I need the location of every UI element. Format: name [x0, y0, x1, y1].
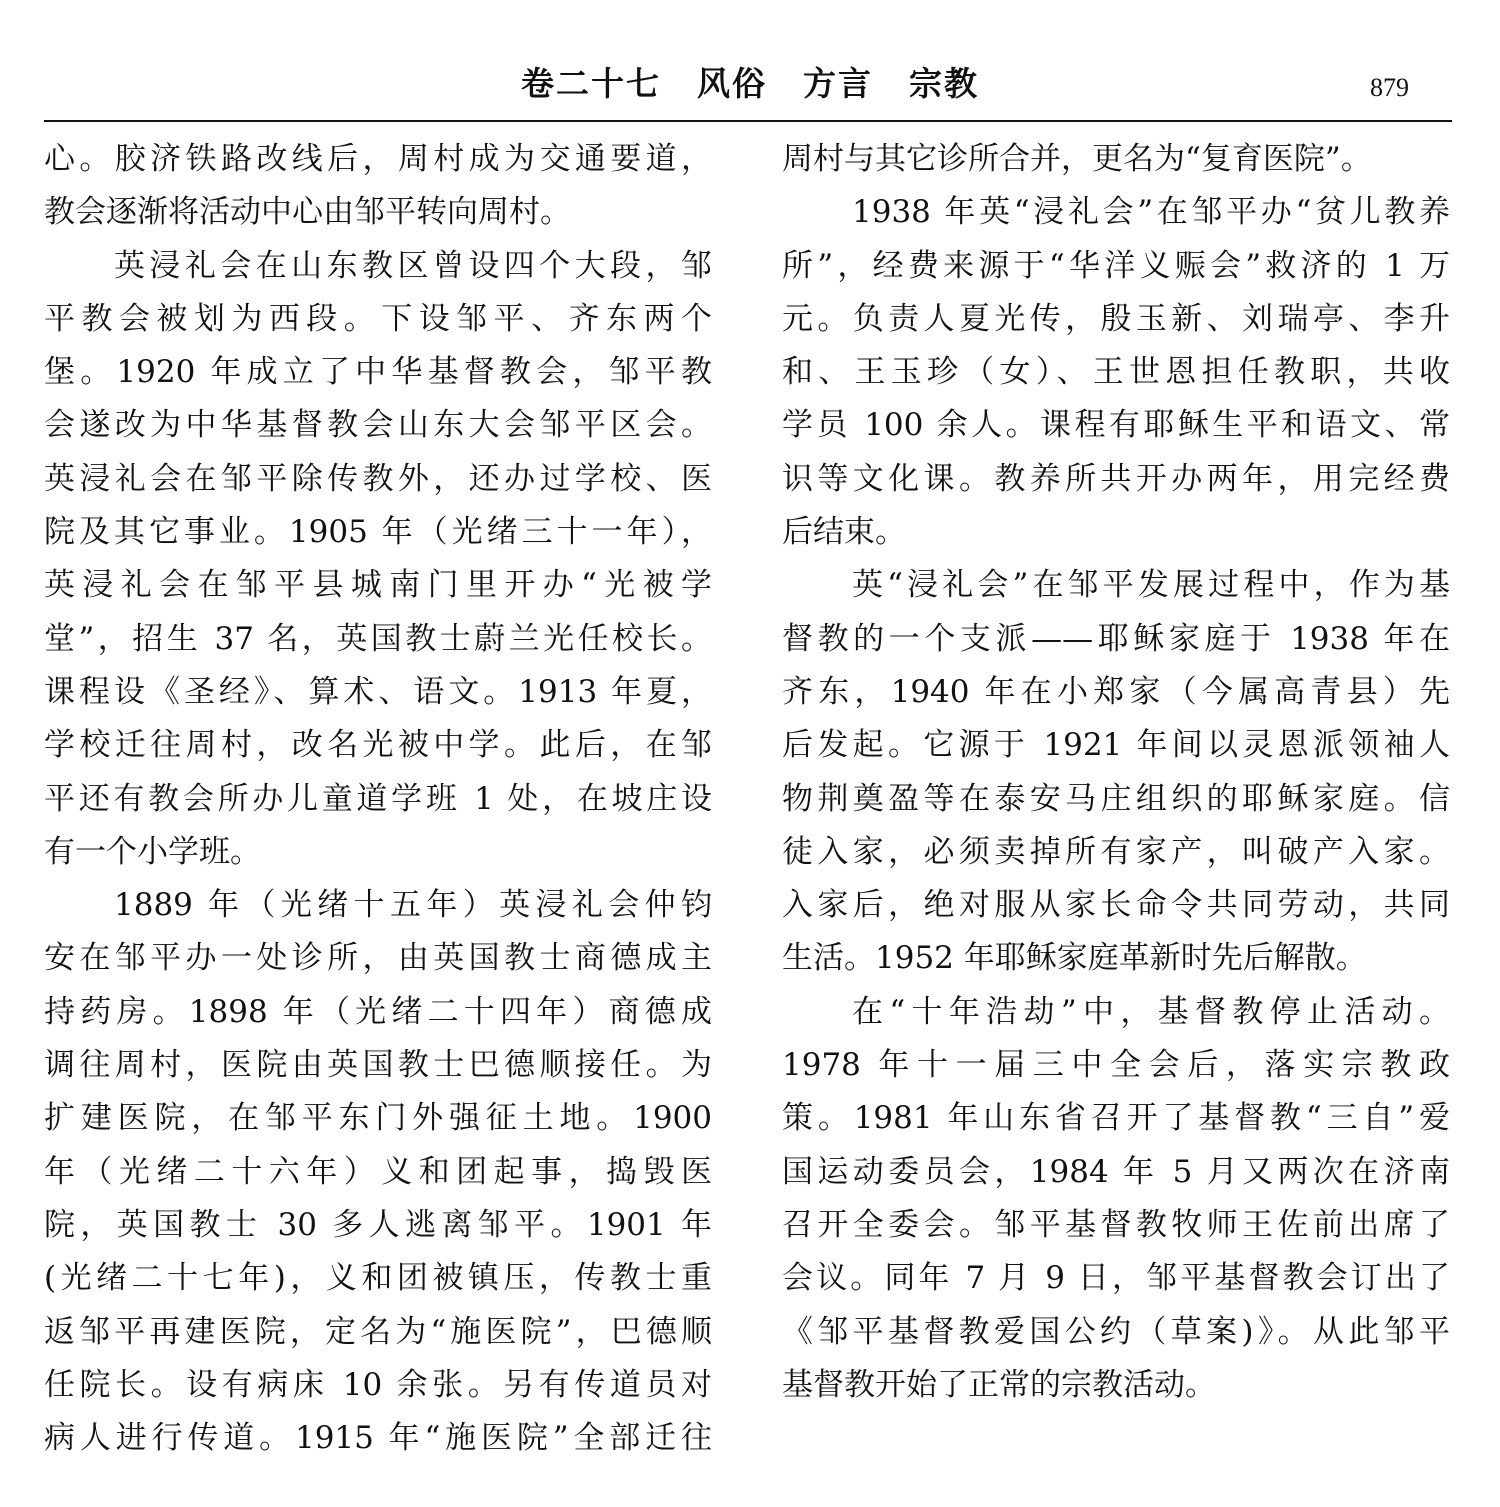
- text-line: 堡。1920 年成立了中华基督教会，邹平教: [44, 354, 712, 391]
- header-section-dialect: 方言: [803, 64, 873, 103]
- text-line: 1978 年十一届三中全会后，落实宗教政: [782, 1047, 1450, 1084]
- text-line: 返邹平再建医院，定名为“施医院”，巴德顺: [44, 1313, 712, 1350]
- header-rule: [44, 120, 1452, 122]
- text-line: 《邹平基督教爱国公约（草案)》。从此邹平: [782, 1313, 1450, 1350]
- text-line: 识等文化课。教养所共开办两年，用完经费: [782, 460, 1450, 497]
- page-number: 879: [1370, 73, 1409, 102]
- text-line: 持药房。1898 年（光绪二十四年）商德成: [44, 993, 712, 1030]
- text-line: 学员 100 余人。课程有耶稣生平和语文、常: [782, 407, 1450, 444]
- running-header: [0, 62, 1500, 106]
- text-line: 齐东，1940 年在小郑家（今属高青县）先: [782, 673, 1450, 710]
- text-line: 后发起。它源于 1921 年间以灵恩派领袖人: [782, 727, 1450, 764]
- text-line: 院及其它事业。1905 年（光绪三十一年），: [44, 514, 712, 551]
- text-line: 有一个小学班。: [44, 833, 261, 870]
- text-line: 后结束。: [782, 514, 906, 551]
- text-line: 年（光绪二十六年）义和团起事，捣毁医: [44, 1153, 712, 1190]
- text-line: 平还有教会所办儿童道学班 1 处，在坡庄设: [44, 780, 712, 817]
- text-line: 基督教开始了正常的宗教活动。: [782, 1366, 1216, 1403]
- text-line: 国运动委员会，1984 年 5 月又两次在济南: [782, 1153, 1450, 1190]
- text-line: 学校迁往周村，改名光被中学。此后，在邹: [44, 727, 712, 764]
- text-line: 1889 年（光绪十五年）英浸礼会仲钧: [114, 887, 712, 924]
- text-line: 会遂改为中华基督教会山东大会邹平区会。: [44, 407, 712, 444]
- text-line: 所”，经费来源于“华洋义赈会”救济的 1 万: [782, 247, 1450, 284]
- text-line: 在“十年浩劫”中，基督教停止活动。: [852, 993, 1450, 1030]
- header-section-religion: 宗教: [909, 64, 979, 103]
- left-column: [44, 133, 712, 1465]
- text-line: 堂”，招生 37 名，英国教士蔚兰光任校长。: [44, 620, 712, 657]
- text-line: 周村与其它诊所合并，更名为“复育医院”。: [782, 141, 1372, 177]
- text-line: 入家后，绝对服从家长命令共同劳动，共同: [782, 887, 1450, 924]
- text-line: 元。负责人夏光传，殷玉新、刘瑞亭、李升: [782, 300, 1450, 337]
- text-line: 徒入家，必须卖掉所有家产，叫破产入家。: [782, 833, 1450, 870]
- text-line: 课程设《圣经》、算术、语文。1913 年夏，: [44, 673, 712, 710]
- text-line: 英“浸礼会”在邹平发展过程中，作为基: [852, 567, 1450, 604]
- text-line: 1938 年英“浸礼会”在邹平办“贫儿教养: [852, 194, 1450, 231]
- text-line: 和、王玉珍（女）、王世恩担任教职，共收: [782, 354, 1450, 391]
- text-line: 英浸礼会在邹平县城南门里开办“光被学: [44, 567, 712, 604]
- text-line: 任院长。设有病床 10 余张。另有传道员对: [44, 1366, 712, 1403]
- text-line: 策。1981 年山东省召开了基督教“三自”爱: [782, 1100, 1450, 1137]
- text-line: 心。胶济铁路改线后，周村成为交通要道，: [44, 141, 712, 177]
- text-line: 教会逐渐将活动中心由邹平转向周村。: [44, 194, 571, 231]
- header-section-customs: 风俗: [697, 64, 767, 103]
- text-line: 督教的一个支派——耶稣家庭于 1938 年在: [782, 620, 1450, 657]
- text-line: 英浸礼会在邹平除传教外，还办过学校、医: [44, 460, 712, 497]
- text-line: 安在邹平办一处诊所，由英国教士商德成主: [44, 940, 712, 977]
- text-line: 生活。1952 年耶稣家庭革新时先后解散。: [782, 940, 1367, 977]
- text-line: 调往周村，医院由英国教士巴德顺接任。为: [44, 1047, 712, 1084]
- header-volume: 卷二十七: [521, 64, 661, 103]
- text-line: 病人进行传道。1915 年“施医院”全部迁往: [44, 1420, 712, 1457]
- text-line: 扩建医院，在邹平东门外强征土地。1900: [44, 1100, 712, 1137]
- text-line: 院，英国教士 30 多人逃离邹平。1901 年: [44, 1206, 712, 1243]
- text-line: 英浸礼会在山东教区曾设四个大段，邹: [114, 247, 712, 284]
- right-column: [782, 133, 1450, 1412]
- text-line: 物荆奠盈等在泰安马庄组织的耶稣家庭。信: [782, 780, 1450, 817]
- text-line: (光绪二十七年)，义和团被镇压，传教士重: [44, 1260, 712, 1297]
- text-line: 会议。同年 7 月 9 日，邹平基督教会订出了: [782, 1260, 1450, 1297]
- text-line: 召开全委会。邹平基督教牧师王佐前出席了: [782, 1206, 1450, 1243]
- text-line: 平教会被划为西段。下设邹平、齐东两个: [44, 300, 712, 337]
